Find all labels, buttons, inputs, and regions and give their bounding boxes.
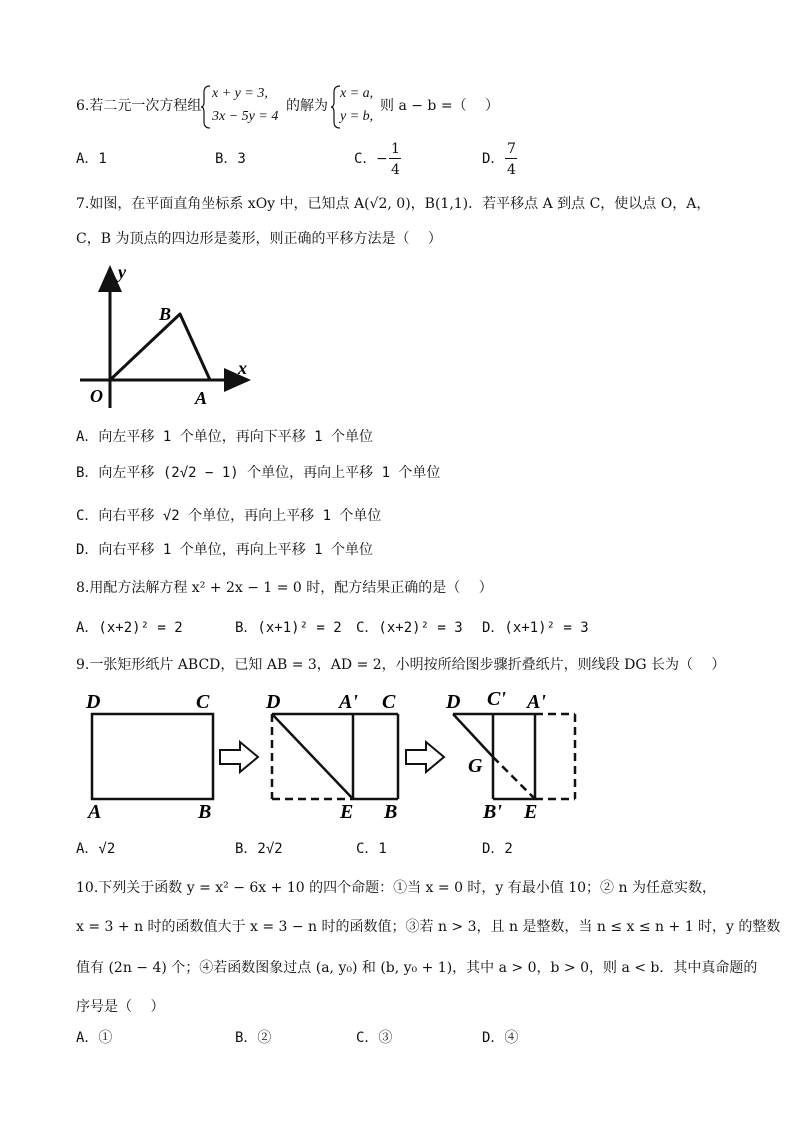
q7-option-a: A．向左平移 1 个单位，再向下平移 1 个单位 xyxy=(76,429,373,445)
q10-stem-line4: 序号是（ ） xyxy=(76,999,165,1015)
fig3-label-D: D xyxy=(446,691,461,713)
q8-option-b: B．(x+1)² = 2 xyxy=(235,620,342,636)
q7-option-d: D．向右平移 1 个单位，再向上平移 1 个单位 xyxy=(76,542,373,558)
q7-stem-line2: C，B 为顶点的四边形是菱形，则正确的平移方法是（ ） xyxy=(76,231,442,247)
q7-option-b: B．向左平移 (2√2 − 1) 个单位，再向上平移 1 个单位 xyxy=(76,465,441,481)
q7-stem-line1: 7.如图，在平面直角坐标系 xOy 中，已知点 A(√2, 0)，B(1,1)．若平移点 A 到点 C，使以点 O，A， xyxy=(76,196,711,212)
q9-folding-figure xyxy=(80,688,590,826)
q6-tail: 则 a − b =（ ） xyxy=(380,98,500,114)
q10-stem-line3: 值有 (2n − 4) 个；④若函数图象过点 (a, y₀) 和 (b, y₀ + 1)，其中 a > 0，b > 0，则 a < b．其中真命题的 xyxy=(76,960,758,976)
q10-stem-line1: 10.下列关于函数 y = x² − 6x + 10 的四个命题：①当 x = 0 时，y 有最小值 10；② n 为任意实数， xyxy=(76,880,716,896)
fig1-label-C: C xyxy=(196,691,210,713)
q6-solution-eq1: x = a, xyxy=(340,86,374,101)
q6-option-d-den: 4 xyxy=(507,162,516,178)
q7-option-c: C．向右平移 √2 个单位，再向上平移 1 个单位 xyxy=(76,508,382,524)
arrow-right-icon xyxy=(406,742,444,772)
fraction-bar xyxy=(389,158,401,159)
q6-solution-eq2: y = b, xyxy=(340,109,374,124)
label-x: x xyxy=(238,358,247,378)
q10-stem-line2: x = 3 + n 时的函数值大于 x = 3 − n 时的函数值；③若 n > 3，且 n 是整数，当 n ≤ x ≤ n + 1 时，y 的整数 xyxy=(76,919,781,935)
q9-option-c: C．1 xyxy=(356,841,387,857)
fig1-label-A: A xyxy=(88,801,102,823)
q9-option-b: B．2√2 xyxy=(235,841,283,857)
q8-option-c: C．(x+2)² = 3 xyxy=(356,620,463,636)
label-O: O xyxy=(90,386,103,406)
q6-option-c-den: 4 xyxy=(391,162,400,178)
q9-option-d: D．2 xyxy=(482,841,513,857)
fig2-label-D: D xyxy=(266,691,281,713)
fig1-label-B: B xyxy=(198,801,212,823)
rect-ABCD xyxy=(92,714,213,799)
fig3-label-E: E xyxy=(524,801,538,823)
q7-coordinate-figure xyxy=(70,260,270,410)
fig3-label-G: G xyxy=(468,755,483,777)
q6-option-b: B．3 xyxy=(215,151,246,167)
q6-mid: 的解为 xyxy=(286,98,328,114)
q9-stem: 9.一张矩形纸片 ABCD，已知 AB = 3，AD = 2，小明按所给图步骤折叠纸片，则线段 DG 长为（ ） xyxy=(76,657,726,673)
q10-option-c: C．③ xyxy=(356,1030,393,1046)
fig3-label-A1: A' xyxy=(527,691,546,713)
fig2-label-C: C xyxy=(382,691,396,713)
q6-option-c-label: C． xyxy=(354,151,377,167)
label-A: A xyxy=(195,388,208,408)
q8-stem: 8.用配方法解方程 x² + 2x − 1 = 0 时，配方结果正确的是（ ） xyxy=(76,580,493,596)
q6-option-c-num: 1 xyxy=(391,141,400,157)
q6-option-a: A．1 xyxy=(76,151,107,167)
fig2-label-A1: A' xyxy=(339,691,358,713)
q10-option-d: D．④ xyxy=(482,1030,519,1046)
fig3-label-B1: B' xyxy=(483,801,502,823)
fig1-label-D: D xyxy=(86,691,101,713)
fraction-bar xyxy=(505,158,517,159)
fig2-label-B: B xyxy=(384,801,398,823)
label-y: y xyxy=(118,262,126,282)
q10-option-b: B．② xyxy=(235,1030,272,1046)
q6-stem-pre: 6.若二元一次方程组 xyxy=(76,98,202,114)
q6-option-c-sign: − xyxy=(376,151,388,167)
fig3-label-C1: C' xyxy=(487,688,506,710)
q6-system-eq1: x + y = 3, xyxy=(212,86,268,101)
label-B: B xyxy=(159,304,172,324)
arrow-right-icon xyxy=(220,742,258,772)
q8-option-a: A．(x+2)² = 2 xyxy=(76,620,183,636)
left-brace-icon xyxy=(200,84,212,130)
q6-option-d-num: 7 xyxy=(507,141,516,157)
q6-option-d-label: D． xyxy=(482,151,505,167)
fig2-label-E: E xyxy=(340,801,354,823)
q6-system-eq2: 3x − 5y = 4 xyxy=(212,109,279,124)
q8-option-d: D．(x+1)² = 3 xyxy=(482,620,589,636)
q9-option-a: A．√2 xyxy=(76,841,116,857)
q10-option-a: A．① xyxy=(76,1030,113,1046)
